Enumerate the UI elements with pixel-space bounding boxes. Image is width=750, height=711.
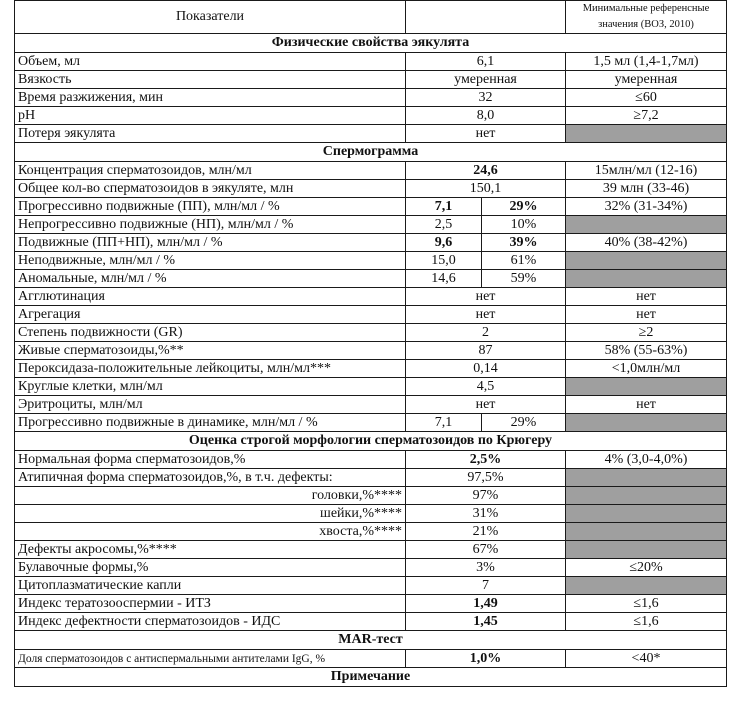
row-label: Агрегация <box>15 306 406 324</box>
row-reference-empty <box>566 523 727 541</box>
row-label: хвоста,%**** <box>15 523 406 541</box>
section-note: Примечание <box>15 668 727 687</box>
table-row <box>15 324 727 342</box>
row-reference: ≤1,6 <box>566 595 727 613</box>
table-row <box>15 234 727 252</box>
row-label: Аномальные, млн/мл / % <box>15 270 406 288</box>
row-value: 4,5 <box>406 378 566 396</box>
header-result <box>406 1 566 34</box>
row-label: Непрогрессивно подвижные (НП), млн/мл / % <box>15 216 406 234</box>
row-reference: 39 млн (33-46) <box>566 180 727 198</box>
row-reference: ≥7,2 <box>566 107 727 125</box>
row-reference: 4% (3,0-4,0%) <box>566 451 727 469</box>
row-label: Атипичная форма сперматозоидов,%, в т.ч. дефекты: <box>15 469 406 487</box>
row-label: Агглютинация <box>15 288 406 306</box>
row-value: 97,5% <box>406 469 566 487</box>
table-row <box>15 595 727 613</box>
row-reference: ≤60 <box>566 89 727 107</box>
row-value: 24,6 <box>406 162 566 180</box>
table-row <box>15 451 727 469</box>
row-value: 67% <box>406 541 566 559</box>
table-row <box>15 252 727 270</box>
row-label: Живые сперматозоиды,%** <box>15 342 406 360</box>
row-percent: 39% <box>482 234 566 252</box>
row-value: 150,1 <box>406 180 566 198</box>
table-row <box>15 559 727 577</box>
row-reference: ≤1,6 <box>566 613 727 631</box>
row-reference-empty <box>566 378 727 396</box>
row-value: 7 <box>406 577 566 595</box>
row-value: 87 <box>406 342 566 360</box>
row-label: Доля сперматозоидов с антиспермальными антителами IgG, % <box>15 650 406 668</box>
row-value: 2,5 <box>406 216 482 234</box>
table-row <box>15 125 727 143</box>
table-row <box>15 162 727 180</box>
row-label: Концентрация сперматозоидов, млн/мл <box>15 162 406 180</box>
row-label: Дефекты акросомы,%**** <box>15 541 406 559</box>
row-reference-empty <box>566 505 727 523</box>
header-reference: Минимальные референсные значения (ВОЗ, 2010) <box>566 1 727 34</box>
results-table <box>14 0 727 687</box>
table-row <box>15 342 727 360</box>
table-row <box>15 469 727 487</box>
row-label: Круглые клетки, млн/мл <box>15 378 406 396</box>
row-reference-empty <box>566 541 727 559</box>
table-row <box>15 107 727 125</box>
row-reference: 40% (38-42%) <box>566 234 727 252</box>
row-label: Цитоплазматические капли <box>15 577 406 595</box>
table-row <box>15 505 727 523</box>
row-label: Пероксидаза-положительные лейкоциты, млн/мл*** <box>15 360 406 378</box>
row-value: 32 <box>406 89 566 107</box>
row-label: pH <box>15 107 406 125</box>
table-row <box>15 306 727 324</box>
table-row <box>15 577 727 595</box>
row-reference-empty <box>566 125 727 143</box>
row-label: Индекс тератозооспермии - ИТЗ <box>15 595 406 613</box>
spermogram-report <box>14 0 726 711</box>
row-label: Булавочные формы,% <box>15 559 406 577</box>
table-row <box>15 270 727 288</box>
table-header-row <box>15 1 727 34</box>
row-value: 1,49 <box>406 595 566 613</box>
table-row <box>15 288 727 306</box>
row-reference: <40* <box>566 650 727 668</box>
row-label: Нормальная форма сперматозоидов,% <box>15 451 406 469</box>
row-value: нет <box>406 288 566 306</box>
row-reference-empty <box>566 577 727 595</box>
row-percent: 59% <box>482 270 566 288</box>
row-value: 6,1 <box>406 53 566 71</box>
row-reference: 15млн/мл (12-16) <box>566 162 727 180</box>
table-row <box>15 650 727 668</box>
table-row <box>15 360 727 378</box>
table-row <box>15 487 727 505</box>
row-value: 31% <box>406 505 566 523</box>
table-row <box>15 198 727 216</box>
row-value: 1,0% <box>406 650 566 668</box>
table-row <box>15 71 727 89</box>
row-label: Прогрессивно подвижные в динамике, млн/мл / % <box>15 414 406 432</box>
row-reference: нет <box>566 288 727 306</box>
table-row <box>15 523 727 541</box>
row-value: нет <box>406 306 566 324</box>
row-percent: 29% <box>482 414 566 432</box>
row-value: 7,1 <box>406 414 482 432</box>
table-row <box>15 180 727 198</box>
row-value: 3% <box>406 559 566 577</box>
row-value: 8,0 <box>406 107 566 125</box>
row-label: Индекс дефектности сперматозоидов - ИДС <box>15 613 406 631</box>
row-label: Подвижные (ПП+НП), млн/мл / % <box>15 234 406 252</box>
row-percent: 61% <box>482 252 566 270</box>
row-label: Объем, мл <box>15 53 406 71</box>
row-value: 15,0 <box>406 252 482 270</box>
row-reference-empty <box>566 216 727 234</box>
row-reference-empty <box>566 270 727 288</box>
row-value: 21% <box>406 523 566 541</box>
row-value: 1,45 <box>406 613 566 631</box>
row-reference: <1,0млн/мл <box>566 360 727 378</box>
table-row <box>15 216 727 234</box>
row-reference: умеренная <box>566 71 727 89</box>
row-reference-empty <box>566 252 727 270</box>
row-reference: 1,5 мл (1,4-1,7мл) <box>566 53 727 71</box>
row-value: 2 <box>406 324 566 342</box>
row-label: Время разжижения, мин <box>15 89 406 107</box>
row-reference: ≤20% <box>566 559 727 577</box>
row-reference: 32% (31-34%) <box>566 198 727 216</box>
section-spermogram: Спермограмма <box>15 143 727 162</box>
row-value: 7,1 <box>406 198 482 216</box>
row-reference-empty <box>566 414 727 432</box>
row-reference: нет <box>566 396 727 414</box>
table-row <box>15 89 727 107</box>
row-value: нет <box>406 396 566 414</box>
row-label: Неподвижные, млн/мл / % <box>15 252 406 270</box>
row-value: 14,6 <box>406 270 482 288</box>
table-row <box>15 414 727 432</box>
row-value: нет <box>406 125 566 143</box>
row-label: шейки,%**** <box>15 505 406 523</box>
table-row <box>15 378 727 396</box>
section-mar: MAR-тест <box>15 631 727 650</box>
row-label: головки,%**** <box>15 487 406 505</box>
row-label: Прогрессивно подвижные (ПП), млн/мл / % <box>15 198 406 216</box>
row-reference: нет <box>566 306 727 324</box>
table-row <box>15 396 727 414</box>
row-percent: 29% <box>482 198 566 216</box>
table-row <box>15 613 727 631</box>
row-label: Общее кол-во сперматозоидов в эякуляте, млн <box>15 180 406 198</box>
row-label: Вязкость <box>15 71 406 89</box>
row-reference-empty <box>566 469 727 487</box>
row-value: 2,5% <box>406 451 566 469</box>
row-label: Степень подвижности (GR) <box>15 324 406 342</box>
row-reference: 58% (55-63%) <box>566 342 727 360</box>
section-physical: Физические свойства эякулята <box>15 34 727 53</box>
row-reference-empty <box>566 487 727 505</box>
row-value: умеренная <box>406 71 566 89</box>
row-value: 9,6 <box>406 234 482 252</box>
section-morphology: Оценка строгой морфологии сперматозоидов по Крюгеру <box>15 432 727 451</box>
header-indicator: Показатели <box>15 1 406 34</box>
row-value: 97% <box>406 487 566 505</box>
row-label: Эритроциты, млн/мл <box>15 396 406 414</box>
table-row <box>15 53 727 71</box>
row-value: 0,14 <box>406 360 566 378</box>
row-percent: 10% <box>482 216 566 234</box>
row-reference: ≥2 <box>566 324 727 342</box>
table-row <box>15 541 727 559</box>
row-label: Потеря эякулята <box>15 125 406 143</box>
